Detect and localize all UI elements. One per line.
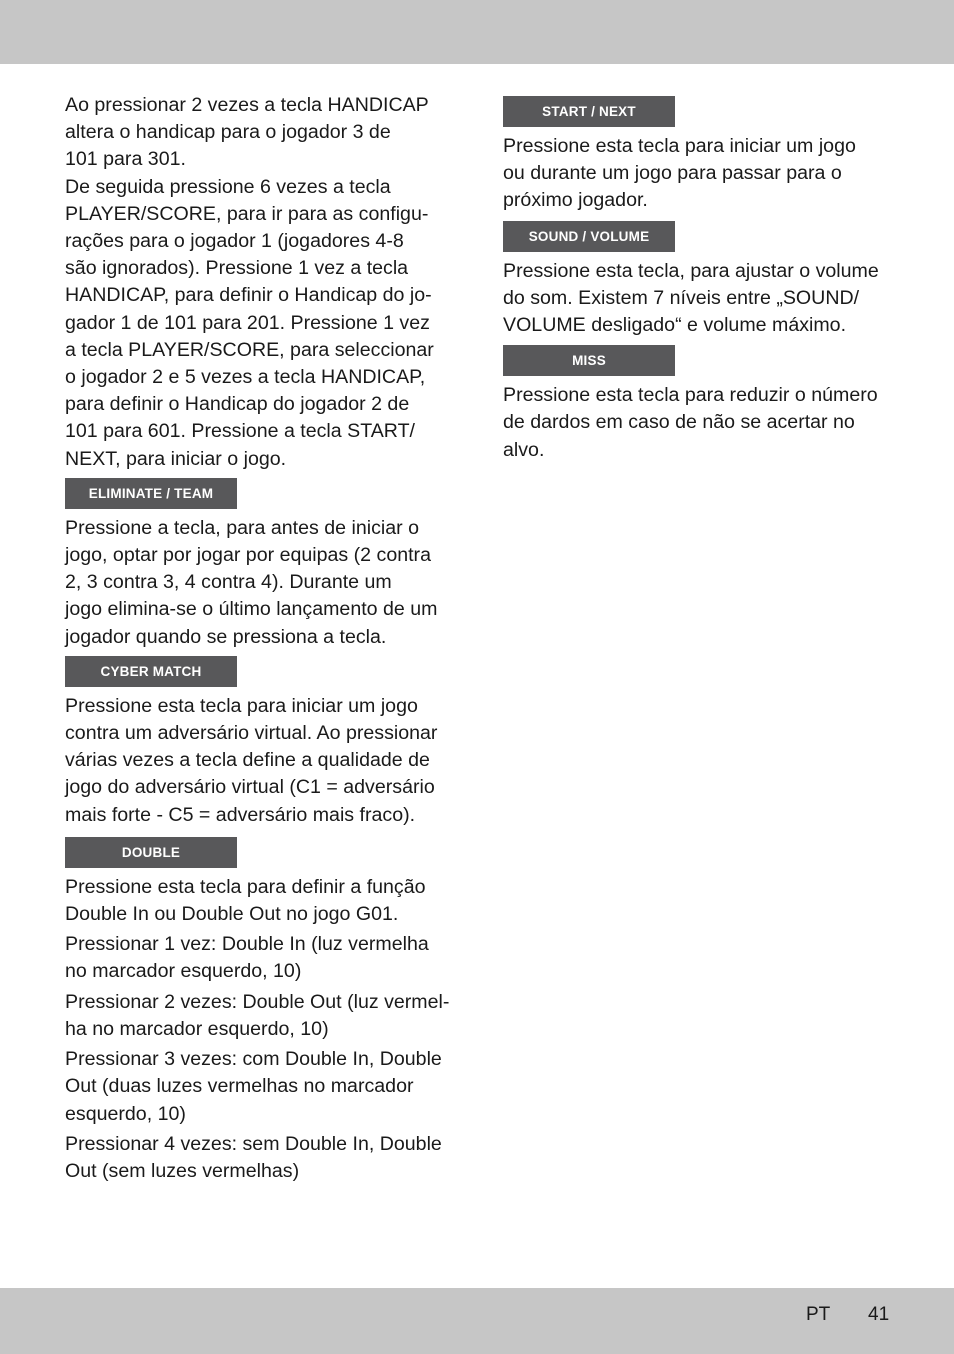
header-band — [0, 0, 954, 64]
double-option-3: Pressionar 3 vezes: com Double In, Double Out (duas luzes vermelhas no marcador esquerdo, 10) — [65, 1048, 442, 1125]
double-heading: DOUBLE — [65, 837, 237, 868]
start-next-heading: START / NEXT — [503, 96, 675, 127]
eliminate-team-heading: ELIMINATE / TEAM — [65, 478, 237, 509]
cyber-match-heading: CYBER MATCH — [65, 656, 237, 687]
sound-volume-heading: SOUND / VOLUME — [503, 221, 675, 252]
double-option-4: Pressionar 4 vezes: sem Double In, Double Out (sem luzes vermelhas) — [65, 1132, 442, 1182]
miss-heading: MISS — [503, 345, 675, 376]
page-number: 41 — [868, 1304, 890, 1325]
double-text: Pressione esta tecla para definir a função Double In ou Double Out no jogo G01. — [65, 875, 426, 926]
left-column — [65, 92, 455, 1185]
handicap-intro-text: Ao pressionar 2 vezes a tecla HANDICAP altera o handicap para o jogador 3 de 101 para 301. De seguida pressione 6 vezes a tecla PLAYER/SCORE, para ir para as configu- rações para o jogador 1 (jogadores 4-8 são ignorados). Pressione 1 vez a tecla HANDICAP, para definir o Handicap do jo- gador 1 de 101 para 201. Pressione 1 vez a tecla PLAYER/SCORE, para seleccionar o jogador 2 e 5 vezes a tecla HANDICAP, para definir o Handicap do jogador 2 de 101 para 601. Pressione a tecla START/ NEXT, para iniciar o jogo. — [65, 94, 434, 470]
start-next-text: Pressione esta tecla para iniciar um jogo ou durante um jogo para passar para o próximo jogador. — [503, 135, 856, 212]
double-option-1: Pressionar 1 vez: Double In (luz vermelha no marcador esquerdo, 10) — [65, 933, 429, 983]
cyber-match-text: Pressione esta tecla para iniciar um jogo contra um adversário virtual. Ao pressionar várias vezes a tecla define a qualidade de jogo do adversário virtual (C1 = adversário mais forte - C5 = adversário mais fraco). — [65, 694, 438, 826]
sound-volume-text: Pressione esta tecla, para ajustar o volume do som. Existem 7 níveis entre „SOUND/ VOLUME desligado“ e volume máximo. — [503, 259, 879, 337]
double-option-2: Pressionar 2 vezes: Double Out (luz vermel- ha no marcador esquerdo, 10) — [65, 990, 450, 1040]
right-column — [503, 96, 888, 464]
miss-text: Pressione esta tecla para reduzir o número de dardos em caso de não se acertar no alvo. — [503, 384, 878, 461]
footer-language: PT — [806, 1304, 831, 1325]
eliminate-team-text: Pressione a tecla, para antes de iniciar o jogo, optar por jogar por equipas (2 contra 2, 3 contra 3, 4 contra 4). Durante um jogo elimina-se o último lançamento de um jogador quando se pressiona a tecla. — [65, 516, 438, 648]
